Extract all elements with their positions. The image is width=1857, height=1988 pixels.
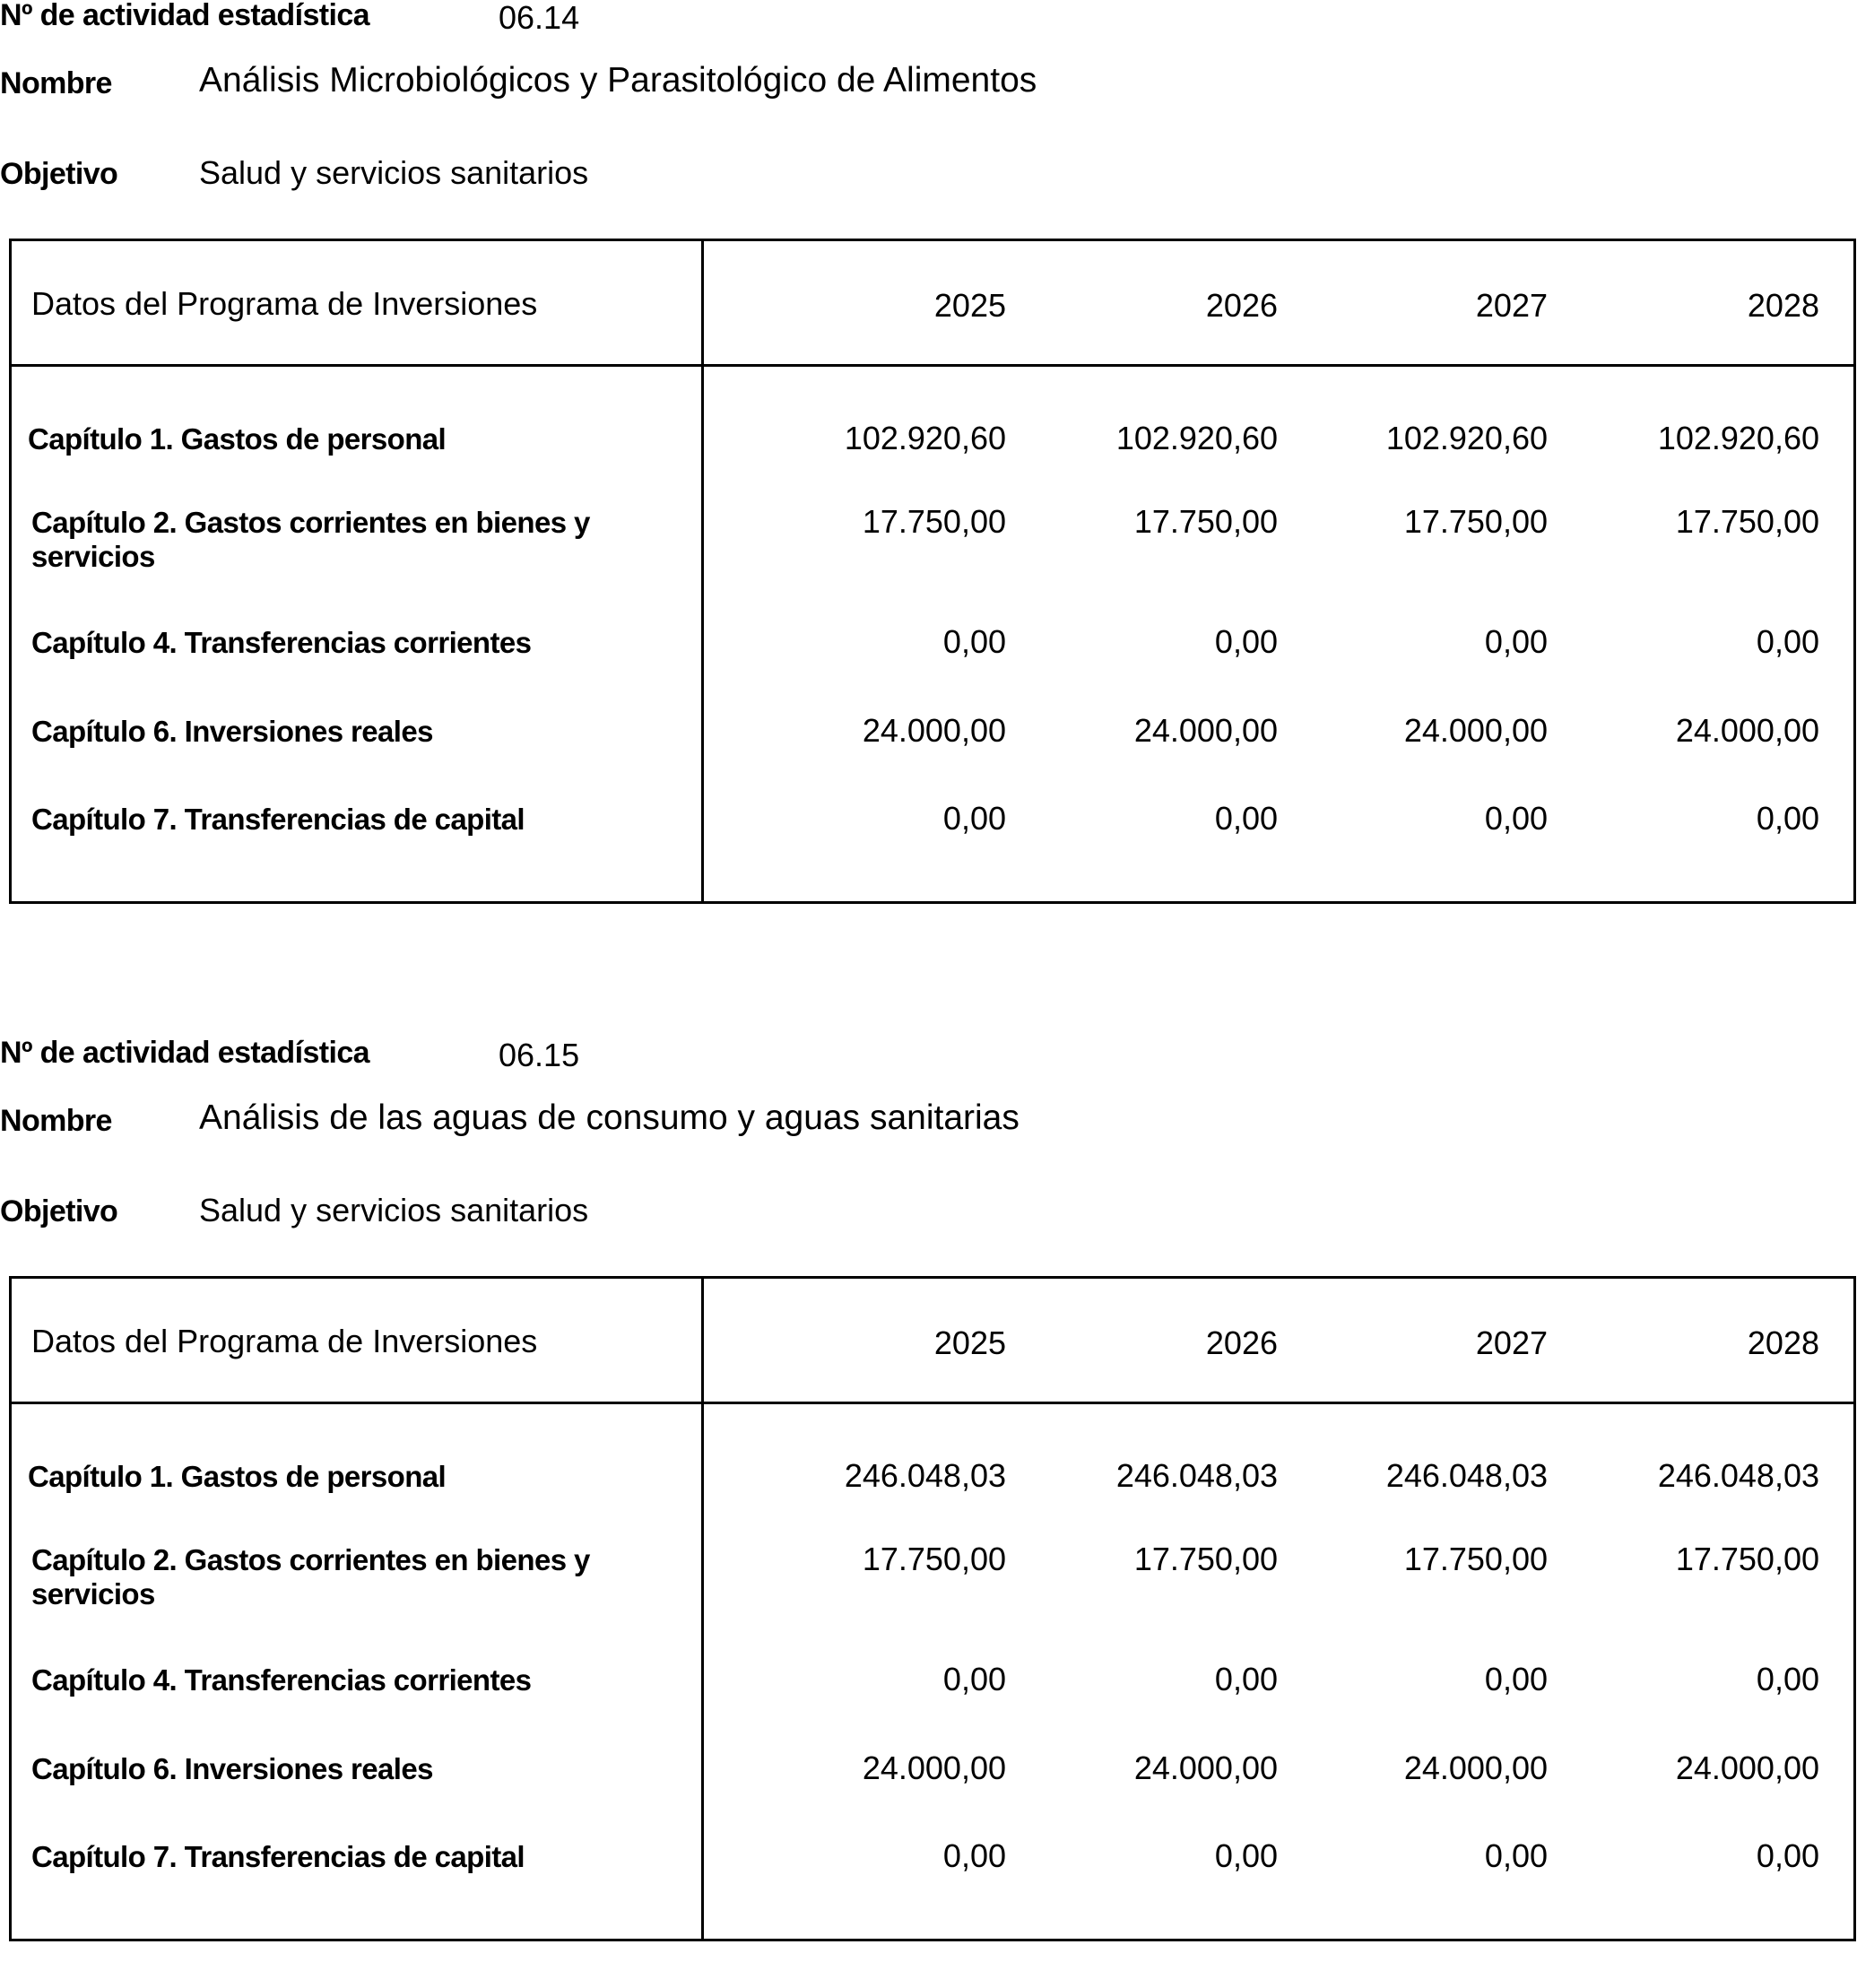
amount-cell: 17.750,00 — [1403, 1541, 1548, 1577]
year-header: 2028 — [1747, 1324, 1819, 1361]
year-header: 2027 — [1475, 287, 1548, 324]
activity-block-1 — [0, 0, 1857, 951]
amount-cell: 24.000,00 — [1403, 712, 1548, 749]
amount-cell: 0,00 — [1484, 623, 1548, 660]
activity-number-value: 06.14 — [499, 0, 580, 36]
year-header: 2026 — [1205, 287, 1278, 324]
chapter-label: Capítulo 4. Transferencias corrientes — [31, 1663, 532, 1697]
amount-cell: 24.000,00 — [862, 1749, 1006, 1786]
amount-cell: 0,00 — [1214, 800, 1278, 837]
column-divider — [701, 241, 704, 901]
amount-cell: 0,00 — [1214, 623, 1278, 660]
year-header: 2025 — [933, 287, 1006, 324]
chapter-label: Capítulo 7. Transferencias de capital — [31, 1840, 525, 1873]
header-divider — [12, 1402, 1853, 1404]
amount-cell: 102.920,60 — [1385, 420, 1548, 456]
amount-cell: 24.000,00 — [1133, 712, 1278, 749]
column-divider — [701, 1279, 704, 1939]
amount-cell: 17.750,00 — [862, 503, 1006, 540]
amount-cell: 0,00 — [1756, 1837, 1819, 1874]
amount-cell: 246.048,03 — [1115, 1457, 1278, 1494]
name-label: Nombre — [0, 66, 112, 100]
amount-cell: 0,00 — [942, 800, 1006, 837]
table-header-label: Datos del Programa de Inversiones — [31, 1323, 538, 1359]
amount-cell: 24.000,00 — [1133, 1749, 1278, 1786]
amount-cell: 24.000,00 — [1675, 712, 1819, 749]
chapter-label: Capítulo 4. Transferencias corrientes — [31, 626, 532, 659]
amount-cell: 0,00 — [1756, 800, 1819, 837]
chapter-label: Capítulo 1. Gastos de personal — [28, 1460, 447, 1493]
name-value: Análisis de las aguas de consumo y aguas sanitarias — [199, 1098, 1020, 1137]
chapter-label: Capítulo 7. Transferencias de capital — [31, 803, 525, 836]
table-header-label: Datos del Programa de Inversiones — [31, 285, 538, 322]
amount-cell: 17.750,00 — [1133, 1541, 1278, 1577]
chapter-label: Capítulo 2. Gastos corrientes en bienes y servicios — [31, 1543, 590, 1610]
activity-number-label: Nº de actividad estadística — [0, 0, 369, 32]
year-header: 2025 — [933, 1324, 1006, 1361]
amount-cell: 17.750,00 — [1675, 503, 1819, 540]
chapter-label: Capítulo 1. Gastos de personal — [28, 422, 447, 456]
year-header: 2027 — [1475, 1324, 1548, 1361]
amount-cell: 102.920,60 — [1657, 420, 1819, 456]
amount-cell: 0,00 — [1214, 1837, 1278, 1874]
activity-number-value: 06.15 — [499, 1037, 580, 1073]
year-header: 2028 — [1747, 287, 1819, 324]
amount-cell: 246.048,03 — [844, 1457, 1006, 1494]
amount-cell: 24.000,00 — [1675, 1749, 1819, 1786]
amount-cell: 246.048,03 — [1657, 1457, 1819, 1494]
amount-cell: 24.000,00 — [1403, 1749, 1548, 1786]
chapter-label: Capítulo 2. Gastos corrientes en bienes y servicios — [31, 506, 590, 573]
amount-cell: 0,00 — [1484, 800, 1548, 837]
amount-cell: 0,00 — [1756, 1661, 1819, 1697]
year-header: 2026 — [1205, 1324, 1278, 1361]
objective-label: Objetivo — [0, 1194, 118, 1228]
amount-cell: 17.750,00 — [1133, 503, 1278, 540]
amount-cell: 17.750,00 — [1675, 1541, 1819, 1577]
investment-table — [9, 1276, 1856, 1941]
amount-cell: 102.920,60 — [1115, 420, 1278, 456]
amount-cell: 246.048,03 — [1385, 1457, 1548, 1494]
amount-cell: 0,00 — [1484, 1837, 1548, 1874]
amount-cell: 17.750,00 — [1403, 503, 1548, 540]
amount-cell: 17.750,00 — [862, 1541, 1006, 1577]
amount-cell: 102.920,60 — [844, 420, 1006, 456]
objective-label: Objetivo — [0, 157, 118, 191]
amount-cell: 0,00 — [942, 1837, 1006, 1874]
name-label: Nombre — [0, 1104, 112, 1138]
chapter-label: Capítulo 6. Inversiones reales — [31, 1752, 433, 1785]
amount-cell: 0,00 — [942, 623, 1006, 660]
objective-value: Salud y servicios sanitarios — [199, 1192, 589, 1228]
investment-table — [9, 239, 1856, 904]
chapter-label: Capítulo 6. Inversiones reales — [31, 715, 433, 748]
amount-cell: 0,00 — [1484, 1661, 1548, 1697]
objective-value: Salud y servicios sanitarios — [199, 154, 589, 191]
activity-block-2 — [0, 1037, 1857, 1988]
amount-cell: 0,00 — [942, 1661, 1006, 1697]
amount-cell: 0,00 — [1214, 1661, 1278, 1697]
activity-number-label: Nº de actividad estadística — [0, 1036, 369, 1070]
amount-cell: 24.000,00 — [862, 712, 1006, 749]
name-value: Análisis Microbiológicos y Parasitológico de Alimentos — [199, 61, 1037, 100]
header-divider — [12, 364, 1853, 367]
amount-cell: 0,00 — [1756, 623, 1819, 660]
